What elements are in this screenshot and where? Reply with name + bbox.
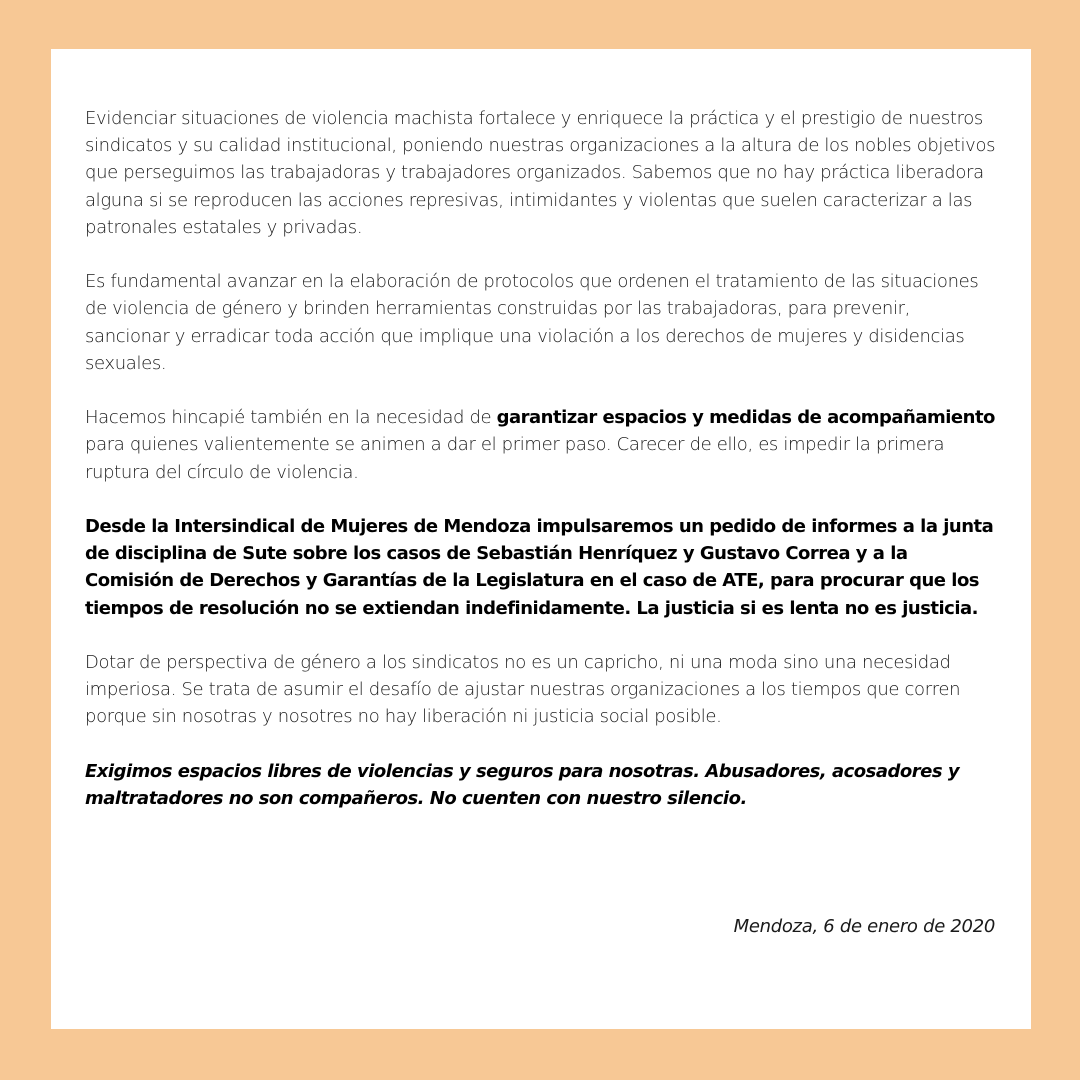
paragraph-support-spaces — [85, 404, 997, 486]
paragraph-demand-statement: Exigimos espacios libres de violencias y seguros para nosotras. Abusadores, acosadores y maltratadores no son compañeros. No cuenten con nuestro silencio. — [85, 760, 960, 809]
paragraph-protocols: Es fundamental avanzar en la elaboración de protocolos que ordenen el tratamiento de las situaciones de violencia de género y brinden herramientas construidas por las trabajadoras, para prevenir, sancionar y erradicar toda acción que implique una violación a los derechos de mujeres y disidencias sexuales. — [85, 271, 979, 374]
paragraph-support-spaces-lead: Hacemos hincapié también en la necesidad de — [85, 407, 497, 429]
document-body — [85, 105, 997, 839]
paragraph-gender-perspective: Dotar de perspectiva de género a los sindicatos no es un capricho, ni una moda sino una necesidad imperiosa. Se trata de asumir el desafío de ajustar nuestras organizaciones a los tiempos que corren porque sin nosotras y nosotres no hay liberación ni justicia social posible. — [85, 652, 961, 728]
document-card — [51, 49, 1031, 1029]
paragraph-support-spaces-emphasis: garantizar espacios y medidas de acompañamiento — [496, 407, 995, 429]
paragraph-violence-evidence: Evidenciar situaciones de violencia machista fortalece y enriquece la práctica y el prestigio de nuestros sindicatos y su calidad institucional, poniendo nuestras organizaciones a la altura de los nobles objetivos que perseguimos las trabajadoras y trabajadores organizados. Sabemos que no hay práctica liberadora alguna si se reproducen las acciones represivas, intimidantes y violentas que suelen caracterizar a las patronales estatales y privadas. — [85, 108, 996, 238]
paragraph-intersindical-request: Desde la Intersindical de Mujeres de Mendoza impulsaremos un pedido de informes a la junta de disciplina de Sute sobre los casos de Sebastián Henríquez y Gustavo Correa y a la Comisión de Derechos y Garantías de la Legislatura en el caso de ATE, para procurar que los tiempos de resolución no se extiendan indefinidamente. La justicia si es lenta no es justicia. — [85, 516, 994, 619]
date-signature: Mendoza, 6 de enero de 2020 — [733, 916, 995, 937]
paragraph-support-spaces-tail: para quienes valientemente se animen a dar el primer paso. Carecer de ello, es impedir la primera ruptura del círculo de violencia. — [85, 434, 945, 483]
